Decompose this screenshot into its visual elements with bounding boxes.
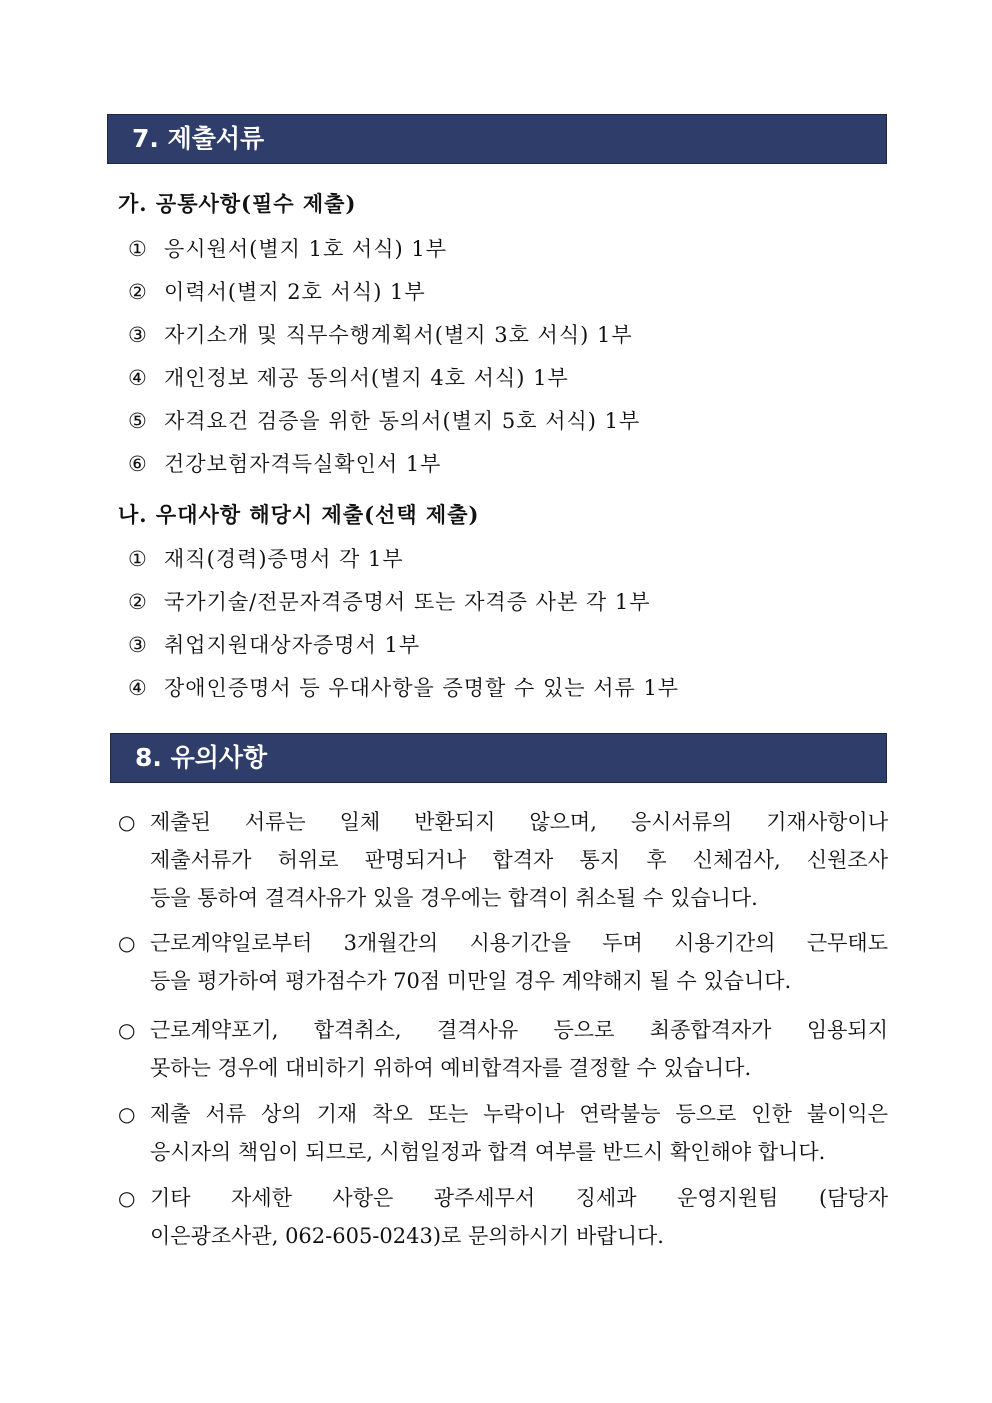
- group-a-item: ④ 개인정보 제공 동의서(별지 4호 서식) 1부: [128, 366, 569, 390]
- note-item: ○ 제출 서류 상의 기재 착오 또는 누락이나 연락불능 등으로 인한 불이익은 응시자의 책임이 되므로, 시험일정과 합격 여부를 반드시 확인해야 합니다.: [118, 1095, 888, 1171]
- group-a-item: ⑥ 건강보험자격득실확인서 1부: [128, 452, 442, 476]
- note-item: ○ 근로계약포기, 합격취소, 결격사유 등으로 최종합격자가 임용되지 못하는 경우에 대비하기 위하여 예비합격자를 결정할 수 있습니다.: [118, 1011, 888, 1087]
- circle-bullet-icon: ○: [118, 810, 136, 834]
- group-a-item: ⑤ 자격요건 검증을 위한 동의서(별지 5호 서식) 1부: [128, 409, 641, 433]
- circle-bullet-icon: ○: [118, 1102, 136, 1126]
- group-a-item: ② 이력서(별지 2호 서식) 1부: [128, 280, 426, 304]
- group-b-item: ② 국가기술/전문자격증명서 또는 자격증 사본 각 1부: [128, 590, 651, 614]
- group-b-item: ③ 취업지원대상자증명서 1부: [128, 633, 421, 657]
- circle-bullet-icon: ○: [118, 931, 136, 955]
- group-a-heading: 가. 공통사항(필수 제출): [118, 191, 357, 216]
- circle-bullet-icon: ○: [118, 1018, 136, 1042]
- group-a-item: ③ 자기소개 및 직무수행계획서(별지 3호 서식) 1부: [128, 323, 633, 347]
- group-b-item: ④ 장애인증명서 등 우대사항을 증명할 수 있는 서류 1부: [128, 676, 680, 700]
- group-b-heading: 나. 우대사항 해당시 제출(선택 제출): [118, 502, 480, 527]
- section-8-header: [110, 733, 887, 783]
- note-item: ○ 근로계약일로부터 3개월간의 시용기간을 두며 시용기간의 근무태도 등을 평가하여 평가점수가 70점 미만일 경우 계약해지 될 수 있습니다.: [118, 924, 888, 1000]
- section-7-title: 7. 제출서류: [132, 124, 265, 153]
- circle-bullet-icon: ○: [118, 1186, 136, 1210]
- section-7-header: [107, 114, 887, 164]
- note-item: ○ 제출된 서류는 일체 반환되지 않으며, 응시서류의 기재사항이나 제출서류가 허위로 판명되거나 합격자 통지 후 신체검사, 신원조사 등을 통하여 결격사유가 있을 경우에는 합격이 취소될 수 있습니다.: [118, 803, 888, 917]
- group-a-item: ① 응시원서(별지 1호 서식) 1부: [128, 237, 447, 261]
- note-item: ○ 기타 자세한 사항은 광주세무서 징세과 운영지원팀 (담당자 이은광조사관, 062-605-0243)로 문의하시기 바랍니다.: [118, 1179, 888, 1255]
- section-8-title: 8. 유의사항: [135, 743, 268, 772]
- group-b-item: ① 재직(경력)증명서 각 1부: [128, 547, 404, 571]
